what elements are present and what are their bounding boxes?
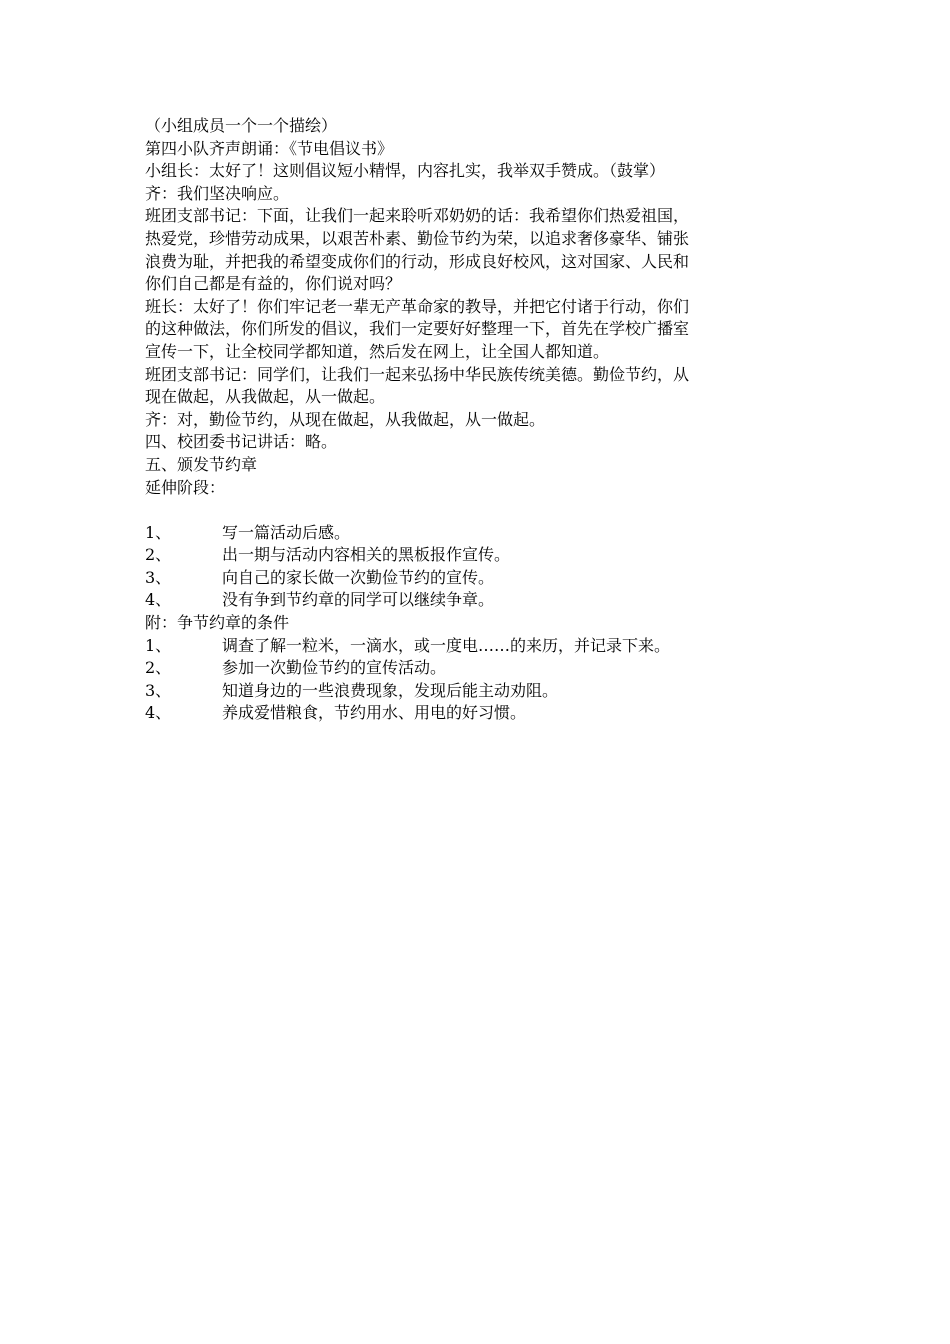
list-item	[145, 635, 805, 658]
text-line: 班长：太好了！你们牢记老一辈无产革命家的教导，并把它付诸于行动，你们	[145, 296, 690, 316]
text-line: 第四小队齐声朗诵：《节电倡议书》	[145, 138, 394, 158]
text-line: 的这种做法，你们所发的倡议，我们一定要好好整理一下，首先在学校广播室	[145, 319, 690, 339]
list-number: 1、	[145, 522, 172, 542]
section-heading: 延伸阶段：	[145, 477, 226, 497]
text-line: 你们自己都是有益的，你们说对吗？	[145, 274, 402, 294]
section-heading: 四、校团委书记讲话：略。	[145, 432, 338, 452]
list-number: 2、	[145, 658, 172, 678]
text-line: 齐：对，勤俭节约，从现在做起，从我做起，从一做起。	[145, 409, 546, 429]
list-text: 写一篇活动后感。	[222, 522, 351, 542]
list-text: 参加一次勤俭节约的宣传活动。	[222, 658, 447, 678]
list-text: 出一期与活动内容相关的黑板报作宣传。	[222, 545, 511, 565]
text-line: 小组长：太好了！这则倡议短小精悍，内容扎实，我举双手赞成。（鼓掌）	[145, 161, 666, 181]
list-item	[145, 702, 805, 725]
list-text: 没有争到节约章的同学可以继续争章。	[222, 590, 495, 610]
section-heading: 五、颁发节约章	[145, 454, 258, 474]
text-line: 宣传一下，让全校同学都知道，然后发在网上，让全国人都知道。	[145, 341, 610, 361]
appendix-title: 附：争节约章的条件	[145, 613, 290, 633]
list-item	[145, 567, 805, 590]
list-item	[145, 657, 805, 680]
text-line: 班团支部书记：下面，让我们一起来聆听邓奶奶的话：我希望你们热爱祖国，	[145, 206, 690, 226]
document-page	[145, 115, 805, 725]
list-number: 3、	[145, 680, 172, 700]
list-number: 2、	[145, 545, 172, 565]
list-text: 养成爱惜粮食，节约用水、用电的好习惯。	[222, 703, 527, 723]
text-line: （小组成员一个一个描绘）	[145, 116, 338, 135]
text-line: 浪费为耻，并把我的希望变成你们的行动，形成良好校风，这对国家、人民和	[145, 251, 690, 271]
list-number: 4、	[145, 703, 172, 723]
list-number: 4、	[145, 590, 172, 610]
list-text: 向自己的家长做一次勤俭节约的宣传。	[222, 567, 495, 587]
list-item	[145, 522, 805, 545]
text-line: 现在做起，从我做起，从一做起。	[145, 387, 386, 407]
list-number: 3、	[145, 567, 172, 587]
list-item	[145, 680, 805, 703]
text-line: 齐：我们坚决响应。	[145, 183, 290, 203]
list-number: 1、	[145, 635, 172, 655]
list-item	[145, 589, 805, 612]
blank-line	[145, 499, 805, 522]
text-line: 班团支部书记：同学们，让我们一起来弘扬中华民族传统美德。勤俭节约，从	[145, 364, 690, 384]
list-text: 调查了解一粒米，一滴水，或一度电……的来历，并记录下来。	[222, 635, 671, 655]
list-text: 知道身边的一些浪费现象，发现后能主动劝阻。	[222, 680, 559, 700]
text-line: 热爱党，珍惜劳动成果，以艰苦朴素、勤俭节约为荣，以追求奢侈豪华、铺张	[145, 228, 690, 248]
list-item	[145, 544, 805, 567]
